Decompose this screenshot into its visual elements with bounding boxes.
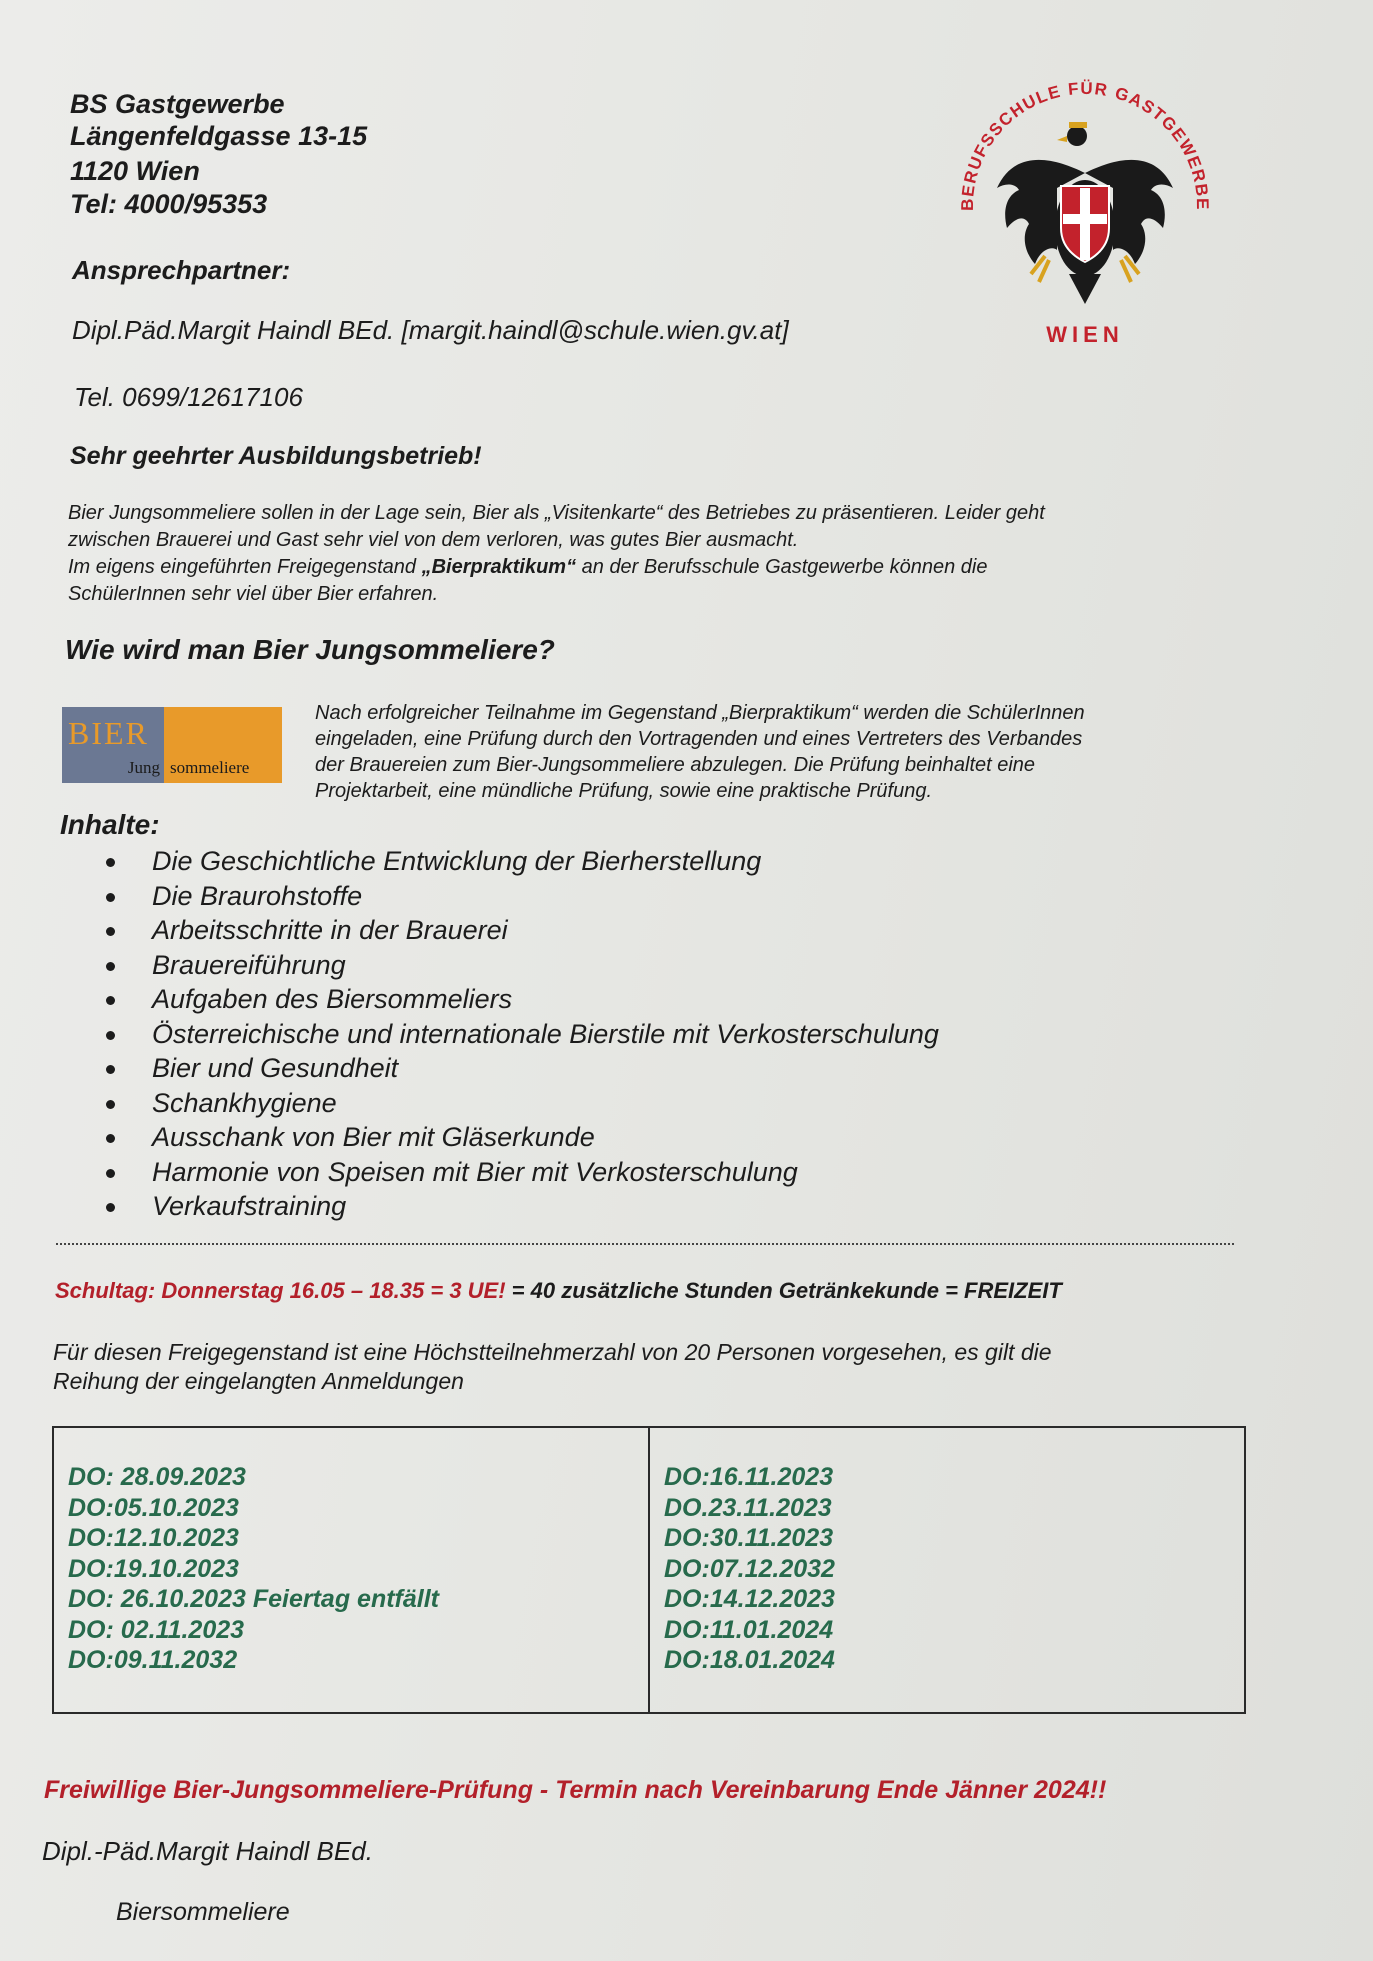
list-item: Verkaufstraining	[100, 1189, 939, 1224]
contents-list	[100, 844, 939, 1224]
badge-sommeliere-word: sommeliere	[170, 758, 250, 777]
exam-notice: Freiwillige Bier-Jungsommeliere-Prüfung - Termin nach Vereinbarung Ende Jänner 2024!!	[44, 1776, 1107, 1804]
date-item: DO:12.10.2023	[68, 1524, 239, 1552]
capacity-line-2: Reihung der eingelangten Anmeldungen	[53, 1368, 464, 1394]
list-item: Österreichische und internationale Bierstile mit Verkosterschulung	[100, 1017, 939, 1052]
schedule-hours: = 40 zusätzliche Stunden Getränkekunde = FREIZEIT	[505, 1278, 1062, 1303]
intro-line-4: SchülerInnen sehr viel über Bier erfahren.	[68, 583, 439, 605]
intro-line-2: zwischen Brauerei und Gast sehr viel von dem verloren, was gutes Bier ausmacht.	[68, 529, 799, 551]
list-item: Bier und Gesundheit	[100, 1051, 939, 1086]
bier-jungsommeliere-logo	[62, 707, 282, 783]
badge-right-panel	[164, 707, 282, 783]
badge-jung-word: Jung	[127, 758, 160, 777]
list-item: Die Geschichtliche Entwicklung der Bierherstellung	[100, 844, 939, 879]
list-item: Ausschank von Bier mit Gläserkunde	[100, 1120, 939, 1155]
date-item: DO:05.10.2023	[68, 1493, 239, 1522]
crest-arc-text: BERUFSSCHULE FÜR GASTGEWERBE	[957, 78, 1213, 212]
school-crest-logo	[945, 78, 1225, 358]
intro-line-3-a: Im eigens eingeführten Freigegenstand	[68, 556, 422, 578]
bierpraktikum-emphasis: „Bierpraktikum“	[421, 556, 577, 578]
date-item: DO: 26.10.2023 Feiertag entfällt	[68, 1585, 439, 1613]
date-item: DO:30.11.2023	[664, 1524, 834, 1552]
school-name: BS Gastgewerbe	[70, 89, 285, 119]
list-item: Brauereiführung	[100, 948, 939, 983]
dates-column-right	[648, 1428, 1244, 1712]
intro-line-1: Bier Jungsommeliere sollen in der Lage sein, Bier als „Visitenkarte“ des Betriebes zu präsentieren. Leider geht	[68, 502, 1045, 524]
list-item: Arbeitsschritte in der Brauerei	[100, 913, 939, 948]
date-item: DO.23.11.2023	[664, 1493, 832, 1522]
badge-bier-word: BIER	[68, 715, 149, 751]
school-phone: Tel: 4000/95353	[70, 189, 268, 219]
how-line-4: Projektarbeit, eine mündliche Prüfung, sowie eine praktische Prüfung.	[315, 780, 933, 802]
badge-left-panel	[62, 707, 164, 783]
capacity-line-1: Für diesen Freigegenstand ist eine Höchstteilnehmerzahl von 20 Personen vorgesehen, es gilt die	[53, 1339, 1052, 1365]
date-item: DO:14.12.2023	[664, 1585, 835, 1613]
greeting: Sehr geehrter Ausbildungsbetrieb!	[70, 442, 482, 470]
date-item: DO:19.10.2023	[68, 1554, 239, 1583]
dates-table	[52, 1426, 1246, 1714]
list-item: Harmonie von Speisen mit Bier mit Verkosterschulung	[100, 1155, 939, 1190]
signature-name: Dipl.-Päd.Margit Haindl BEd.	[42, 1836, 373, 1866]
how-line-2: eingeladen, eine Prüfung durch den Vortragenden und eines Vertreters des Verbandes	[315, 728, 1083, 750]
date-item: DO: 28.09.2023	[68, 1463, 246, 1491]
schedule-line	[55, 1278, 1062, 1304]
date-item: DO:11.01.2024	[664, 1615, 834, 1644]
list-item: Aufgaben des Biersommeliers	[100, 982, 939, 1017]
crest-city-text: WIEN	[1046, 322, 1124, 347]
date-item: DO: 02.11.2023	[68, 1615, 245, 1644]
contents-heading: Inhalte:	[60, 809, 160, 840]
contact-phone: Tel. 0699/12617106	[74, 382, 303, 412]
dates-column-left	[54, 1428, 648, 1712]
school-city: 1120 Wien	[70, 156, 200, 186]
intro-line-3-c: an der Berufsschule Gastgewerbe können die	[576, 556, 988, 578]
dotted-divider	[56, 1243, 1234, 1245]
how-line-3: der Brauereien zum Bier-Jungsommeliere abzulegen. Die Prüfung beinhaltet eine	[315, 754, 1036, 776]
list-item: Die Braurohstoffe	[100, 879, 939, 914]
contact-heading: Ansprechpartner:	[72, 255, 291, 285]
signature-title: Biersommeliere	[116, 1898, 290, 1926]
list-item: Schankhygiene	[100, 1086, 939, 1121]
section-title: Wie wird man Bier Jungsommeliere?	[65, 634, 555, 665]
contact-person: Dipl.Päd.Margit Haindl BEd. [margit.haindl@schule.wien.gv.at]	[72, 315, 789, 345]
how-line-1: Nach erfolgreicher Teilnahme im Gegenstand „Bierpraktikum“ werden die SchülerInnen	[315, 702, 1085, 724]
intro-line-3	[68, 554, 987, 581]
school-street: Längenfeldgasse 13-15	[70, 121, 368, 151]
schedule-time: Schultag: Donnerstag 16.05 – 18.35 = 3 UE!	[55, 1278, 506, 1303]
date-item: DO:18.01.2024	[664, 1646, 835, 1674]
date-item: DO:07.12.2032	[664, 1554, 835, 1583]
date-item: DO:16.11.2023	[664, 1463, 834, 1491]
date-item: DO:09.11.2032	[68, 1646, 238, 1674]
